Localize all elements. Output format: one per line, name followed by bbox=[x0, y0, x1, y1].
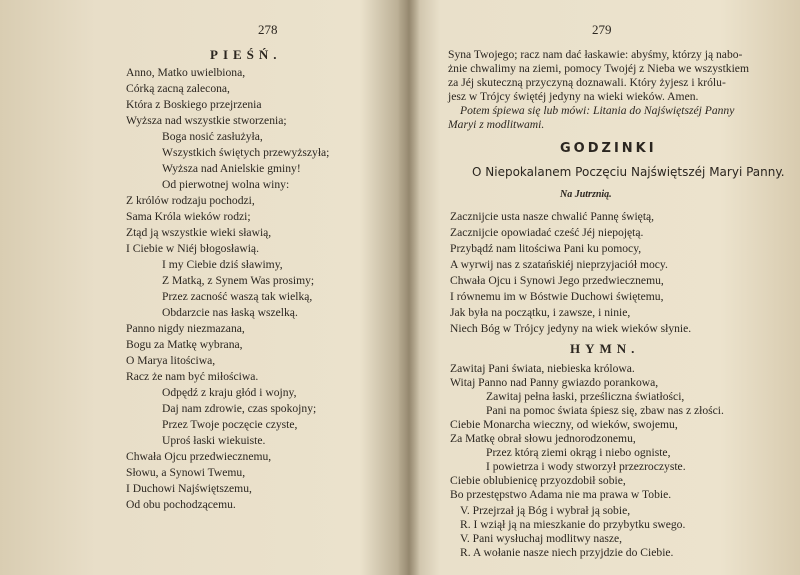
verse-line: Sama Króla wieków rodzi; bbox=[126, 210, 251, 223]
verse-line: Od pierwotnej wolna winy: bbox=[162, 178, 290, 191]
verse-line: Bo przestępstwo Adama nie ma prawa w Tobie. bbox=[450, 488, 672, 501]
right-page bbox=[420, 0, 800, 575]
verse-line: Obdarzcie nas łaską wszelką. bbox=[162, 306, 298, 319]
prayer-line: jesz w Trójcy świętéj jedyny na wieki wieków. Amen. bbox=[448, 90, 699, 103]
verse-line: Z Matką, z Synem Was prosimy; bbox=[162, 274, 315, 287]
verse-line: Ciebie oblubienicę przyozdobił sobie, bbox=[450, 474, 626, 487]
verse-line: Córką zacną zalecona, bbox=[126, 82, 230, 95]
godzinki-heading: GODZINKI bbox=[560, 141, 657, 156]
verse-line: Jak była na początku, i zawsze, i ninie, bbox=[450, 306, 631, 319]
versicle-line: V. Przejrzał ją Bóg i wybrał ją sobie, bbox=[460, 504, 631, 517]
verse-line: Wszystkich świętych przewyższyła; bbox=[162, 146, 330, 159]
verse-line: Która z Boskiego przejrzenia bbox=[126, 98, 262, 111]
left-page bbox=[0, 0, 398, 575]
verse-line: Przez Twoje poczęcie czyste, bbox=[162, 418, 298, 431]
verse-line: Boga nosić zasłużyła, bbox=[162, 130, 263, 143]
verse-line: Uproś łaski wiekuiste. bbox=[162, 434, 266, 447]
hymn-heading: HYMN. bbox=[570, 341, 640, 356]
verse-line: Ztąd ją wszystkie wieki sławią, bbox=[126, 226, 272, 239]
verse-line: Racz że nam być miłościwa. bbox=[126, 370, 259, 383]
verse-line: Od obu pochodzącemu. bbox=[126, 498, 236, 511]
verse-line: Ciebie Monarcha wieczny, od wieków, swojemu, bbox=[450, 418, 678, 431]
verse-line: I równemu im w Bóstwie Duchowi świętemu, bbox=[450, 290, 664, 303]
verse-line: Panno nigdy niezmazana, bbox=[126, 322, 245, 335]
verse-line: Chwała Ojcu i Synowi Jego przedwiecznemu, bbox=[450, 274, 664, 287]
verse-line: I my Ciebie dziś sławimy, bbox=[162, 258, 283, 271]
verse-line: Zacznijcie opowiadać cześć Jéj niepojętą. bbox=[450, 226, 644, 239]
verse-line: Za Matkę obrał słowu jednorodzonemu, bbox=[450, 432, 636, 445]
verse-line: Chwała Ojcu przedwiecznemu, bbox=[126, 450, 272, 463]
verse-line: Zawitaj Pani świata, niebieska królowa. bbox=[450, 362, 635, 375]
verse-line: Wyższa nad wszystkie stworzenia; bbox=[126, 114, 287, 127]
page-number-right: 279 bbox=[592, 22, 612, 37]
verse-line: Niech Bóg w Trójcy jedyny na wiek wieków słynie. bbox=[450, 322, 692, 335]
prayer-line: Syna Twojego; racz nam dać łaskawie: abyśmy, którzy ją nabo- bbox=[448, 48, 743, 61]
verse-line: Pani na pomoc świata śpiesz się, zbaw nas z złości. bbox=[486, 404, 724, 417]
verse-line: O Marya litościwa, bbox=[126, 354, 216, 367]
verse-line: I powietrza i wody stworzył przezroczyste. bbox=[486, 460, 686, 473]
verse-line: I Ciebie w Niéj błogosławią. bbox=[126, 242, 259, 255]
verse-line: Daj nam zdrowie, czas spokojny; bbox=[162, 402, 317, 415]
verse-line: Bogu za Matkę wybrana, bbox=[126, 338, 243, 351]
verse-line: Słowu, a Synowi Twemu, bbox=[126, 466, 246, 479]
verse-line: Przybądź nam litościwa Pani ku pomocy, bbox=[450, 242, 642, 255]
book-gutter bbox=[398, 0, 420, 575]
rubric-line: Potem śpiewa się lub mówi: Litania do Najświętszéj Panny bbox=[460, 104, 735, 117]
hymn-title-left: PIEŚŃ. bbox=[210, 47, 282, 62]
page-number-left: 278 bbox=[258, 22, 278, 37]
verse-line: Wyższa nad Anielskie gminy! bbox=[162, 162, 301, 175]
godzinki-subheading: O Niepokalanem Poczęciu Najświętszéj Maryi Panny. bbox=[472, 165, 785, 179]
section-heading: Na Jutrznią. bbox=[560, 189, 612, 200]
rubric-line: Maryi z modlitwami. bbox=[448, 118, 545, 131]
verse-line: I Duchowi Najświętszemu, bbox=[126, 482, 252, 495]
prayer-line: za Jéj skuteczną przyczyną doznawali. Który żyjesz i królu- bbox=[448, 76, 726, 89]
verse-line: Witaj Panno nad Panny gwiazdo porankowa, bbox=[450, 376, 659, 389]
response-line: R. A wołanie nasze niech przyjdzie do Ciebie. bbox=[460, 546, 674, 559]
verse-line: Zawitaj pełna łaski, prześliczna światłości, bbox=[486, 390, 685, 403]
verse-line: Przez zacność waszą tak wielką, bbox=[162, 290, 313, 303]
verse-line: Przez którą ziemi okrąg i niebo ogniste, bbox=[486, 446, 671, 459]
response-line: R. I wziął ją na mieszkanie do przybytku swego. bbox=[460, 518, 686, 531]
verse-line: Anno, Matko uwielbiona, bbox=[126, 66, 246, 79]
verse-line: Z królów rodzaju pochodzi, bbox=[126, 194, 255, 207]
prayer-line: żnie chwalimy na ziemi, pomocy Twojéj z Nieba we wszystkiem bbox=[448, 62, 749, 75]
verse-line: Odpędź z kraju głód i wojny, bbox=[162, 386, 297, 399]
verse-line: Zacznijcie usta nasze chwalić Pannę świętą, bbox=[450, 210, 655, 223]
verse-line: A wyrwij nas z szatańskiéj nieprzyjaciół mocy. bbox=[450, 258, 668, 271]
versicle-line: V. Pani wysłuchaj modlitwy nasze, bbox=[460, 532, 623, 545]
